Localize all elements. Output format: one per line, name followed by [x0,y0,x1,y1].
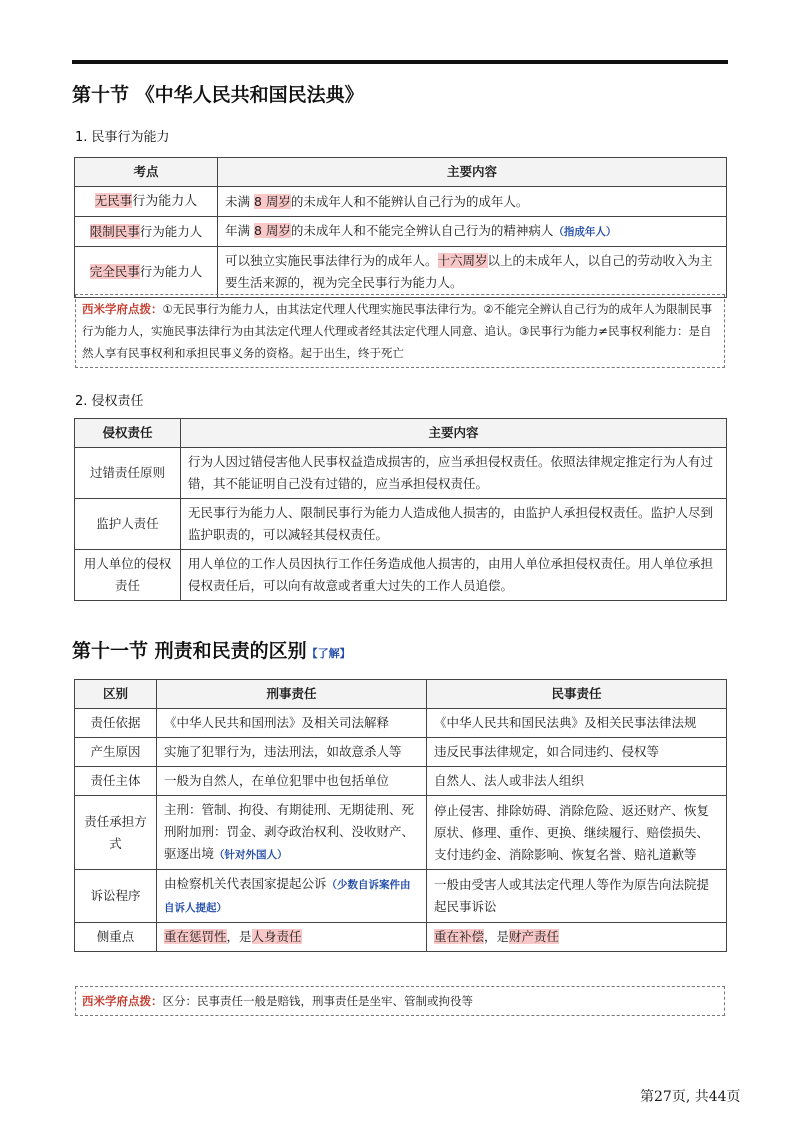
column-header: 主要内容 [218,158,727,187]
row-label: 完全民事行为能力人 [75,247,218,298]
column-header: 侵权责任 [75,419,181,448]
column-header: 考点 [75,158,218,187]
row-label: 产生原因 [75,738,157,767]
table-row [75,247,727,298]
row-content: 可以独立实施民事法律行为的成年人。十六周岁以上的未成年人，以自己的劳动收入为主要生活来源的，视为完全民事行为能力人。 [218,247,727,298]
row-label: 诉讼程序 [75,870,157,923]
row-content: 行为人因过错侵害他人民事权益造成损害的，应当承担侵权责任。依照法律规定推定行为人有过错，其不能证明自己没有过错的，应当承担侵权责任。 [181,448,727,499]
tip-text: ①无民事行为能力人，由其法定代理人代理实施民事法律行为。②不能完全辨认自己行为的成年人为限制民事行为能力人，实施民事法律行为由其法定代理人代理或者经其法定代理人同意、追认。③民事行为能力≠民事权利能力：是自然人享有民事权利和承担民事义务的资格。起于出生，终于死亡 [82,302,713,360]
section-11-title: 第十一节 刑责和民责的区别【了解】 [72,640,351,662]
top-rule [72,60,728,64]
row-label: 过错责任原则 [75,448,181,499]
liability-table [74,679,727,952]
table-row [75,923,727,952]
tip-box [75,294,725,368]
row-label: 责任依据 [75,709,157,738]
subsection-1-title: 1. 民事行为能力 [75,130,170,145]
section-10-title: 第十节 《中华人民共和国民法典》 [72,84,364,106]
table-row [75,709,727,738]
row-label: 用人单位的侵权责任 [75,550,181,601]
table-row [75,187,727,217]
row-label: 责任主体 [75,767,157,796]
row-content: 无民事行为能力人、限制民事行为能力人造成他人损害的，由监护人承担侵权责任。监护人尽到监护职责的，可以减轻其侵权责任。 [181,499,727,550]
tort-table [74,418,727,601]
civil-cell: 一般由受害人或其法定代理人等作为原告向法院提起民事诉讼 [427,870,727,923]
row-label: 责任承担方式 [75,796,157,870]
civil-cell: 违反民事法律规定，如合同违约、侵权等 [427,738,727,767]
section-11-tag: 【了解】 [306,647,351,660]
table-header-row [75,419,727,448]
row-content: 未满 8 周岁的未成年人和不能辨认自己行为的成年人。 [218,187,727,217]
page-number: 第27页, 共44页 [640,1089,741,1105]
column-header: 区别 [75,680,157,709]
row-content: 用人单位的工作人员因执行工作任务造成他人损害的，由用人单位承担侵权责任。用人单位承担侵权责任后，可以向有故意或者重大过失的工作人员追偿。 [181,550,727,601]
tip-box-2 [75,986,725,1016]
table-row [75,550,727,601]
table-row [75,217,727,247]
table-row [75,870,727,923]
column-header: 刑事责任 [157,680,427,709]
table-row [75,448,727,499]
table-row [75,796,727,870]
row-label: 侧重点 [75,923,157,952]
row-content: 年满 8 周岁的未成年人和不能完全辨认自己行为的精神病人（指成年人） [218,217,727,247]
civil-cell: 重在补偿，是财产责任 [427,923,727,952]
row-label: 限制民事行为能力人 [75,217,218,247]
criminal-cell: 实施了犯罪行为，违法刑法，如故意杀人等 [157,738,427,767]
civil-cell: 《中华人民共和国民法典》及相关民事法律法规 [427,709,727,738]
table-header-row [75,158,727,187]
table-row [75,738,727,767]
criminal-cell: 由检察机关代表国家提起公诉（少数自诉案件由自诉人提起） [157,870,427,923]
table-row [75,767,727,796]
criminal-cell: 主刑：管制、拘役、有期徒刑、无期徒刑、死刑附加刑：罚金、剥夺政治权利、没收财产、驱逐出境（针对外国人） [157,796,427,870]
criminal-cell: 重在惩罚性，是人身责任 [157,923,427,952]
tip-text: 区分：民事责任一般是赔钱，刑事责任是坐牢、管制或拘役等 [162,994,473,1008]
tip-label: 西米学府点拨： [82,302,163,316]
capacity-table [74,157,727,298]
tip-label: 西米学府点拨： [82,994,163,1008]
civil-cell: 停止侵害、排除妨碍、消除危险、返还财产、恢复原状、修理、重作、更换、继续履行、赔偿损失、支付违约金、消除影响、恢复名誉、赔礼道歉等 [427,796,727,870]
column-header: 主要内容 [181,419,727,448]
row-label: 无民事行为能力人 [75,187,218,217]
column-header: 民事责任 [427,680,727,709]
criminal-cell: 一般为自然人，在单位犯罪中也包括单位 [157,767,427,796]
criminal-cell: 《中华人民共和国刑法》及相关司法解释 [157,709,427,738]
civil-cell: 自然人、法人或非法人组织 [427,767,727,796]
table-row [75,499,727,550]
table-header-row [75,680,727,709]
row-label: 监护人责任 [75,499,181,550]
subsection-2-title: 2. 侵权责任 [75,394,144,409]
